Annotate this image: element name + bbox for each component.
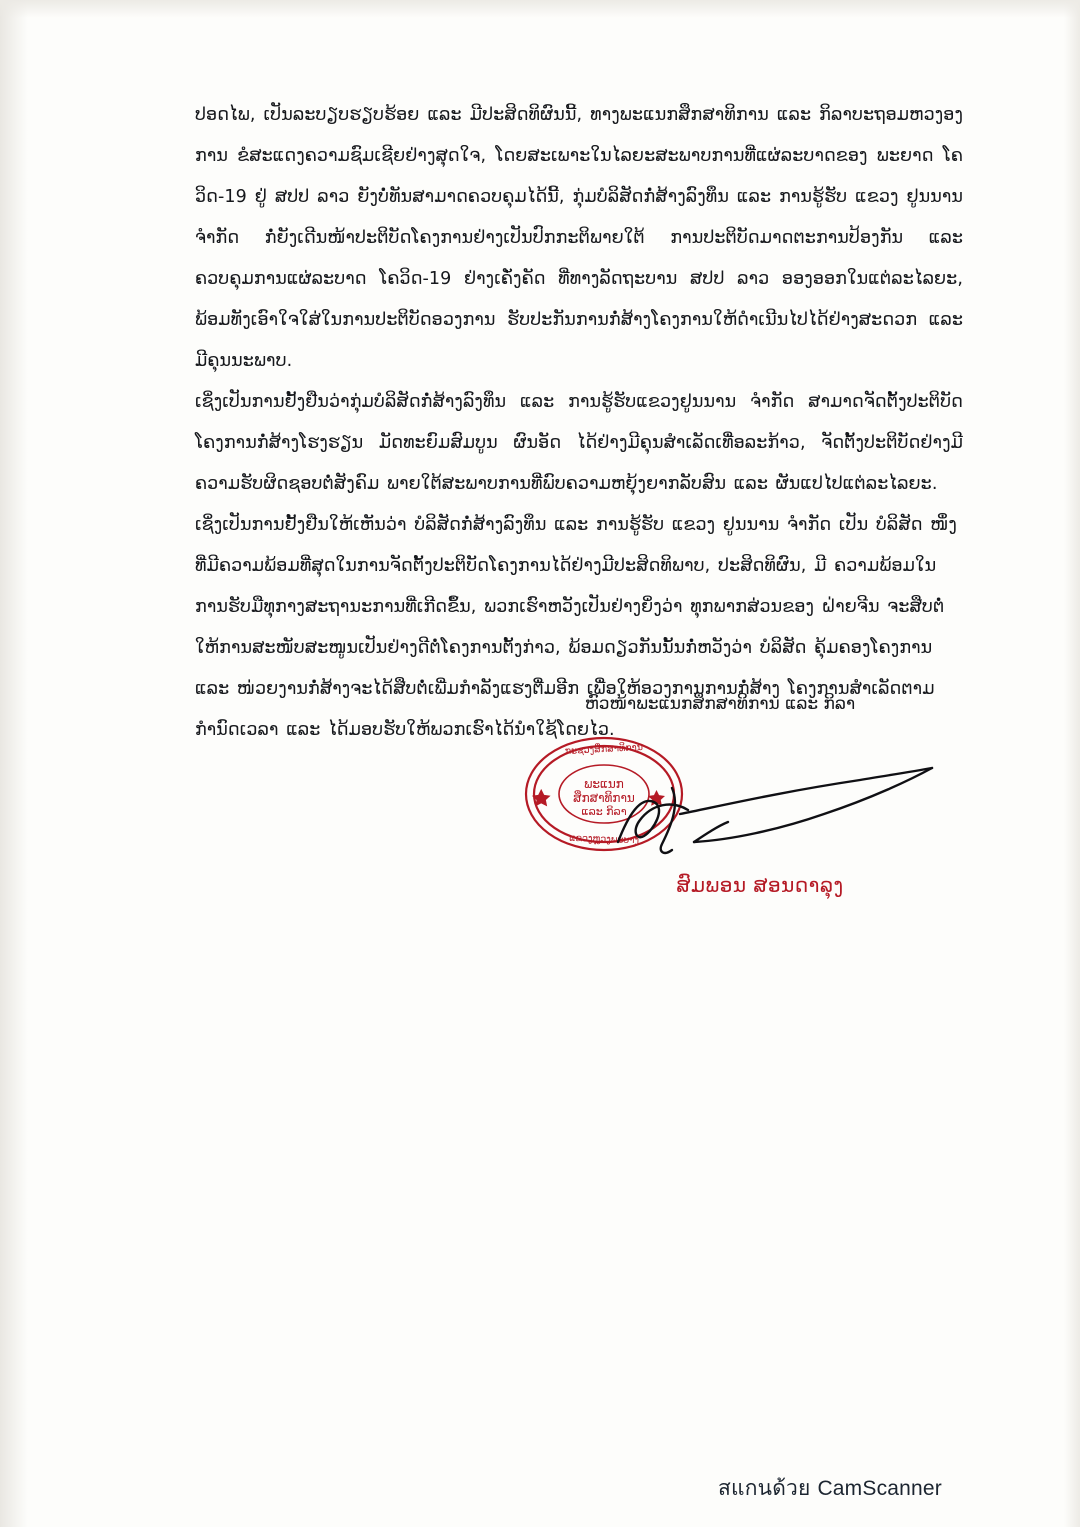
scanned-by-text: สแกนด้วย: [717, 1476, 811, 1500]
scan-shadow-right: [1064, 0, 1080, 1527]
letter-body: [195, 95, 963, 751]
stamp-and-signature-area: [480, 718, 960, 918]
svg-text:ແຂວງຫຼວງພະບາງ: ແຂວງຫຼວງພະບາງ: [568, 832, 640, 847]
paragraph-3: ເຊິ່ງເປັນການຢັ້ງຢືນໃຫ້ເຫັນວ່າ ບໍລິສັດກໍ່ສ້າງລົງທຶນ ແລະ ການຮູ້ຮັບ ແຂວງ ຢູນນານ ຈຳກັດ ເປັນ ບໍລິສັດ ໜຶ່ງທີ່ມີຄວາມພ້ອມທີ່ສຸດໃນການຈັດຕັ້ງປະຕິບັດໂຄງການໄດ້ຢ່າງມີປະສິດທິພາບ, ປະສິດທິຜົນ, ມີ ຄວາມພ້ອມໃນການຮັບມືທຸກາງສະຖານະການທີ່ເກີດຂຶ້ນ, ພວກເຮົາຫວັງເປັນຢ່າງຍິ່ງວ່າ ທຸກພາກສ່ວນຂອງ ຝ່າຍຈີນ ຈະສືບຕໍ່ໃຫ້ການສະໜັບສະໜູນເປັນຢ່າງດີຕໍ່ໂຄງການຕັ້ງກ່າວ, ພ້ອມດຽວກັນນັ້ນກໍ່ຫວັງວ່າ ບໍລິສັດ ຄຸ້ມຄອງໂຄງການ ແລະ ໜ່ວຍງານກໍ່ສ້າງຈະໄດ້ສືບຕໍ່ເພີ່ມກຳລັງແຮງຕື່ມອີກ ເພື່ອໃຫ້ອວງການການກໍ່ສ້າງ ໂຄງການສຳເລັດຕາມກຳນົດເວລາ ແລະ ໄດ້ມອບຮັບໃຫ້ພວກເຮົາໄດ້ນຳໃຊ້ໂດຍໄວ.: [195, 515, 957, 740]
scan-shadow-left: [0, 0, 28, 1527]
svg-text:ກະຊວງສຶກສາທິການ: ກະຊວງສຶກສາທິການ: [564, 741, 644, 758]
scan-shadow-top: [0, 0, 1080, 18]
svg-text:ສຶກສາທິການ: ສຶກສາທິການ: [573, 791, 635, 805]
camscanner-watermark: [718, 1472, 942, 1505]
signatory-title: ຫົວໜ້າພະແນກສຶກສາທິການ ແລະ ກິລາ: [584, 694, 856, 714]
paragraph-1: ປອດໄພ, ເປັນລະບຽບຮຽບຮ້ອຍ ແລະ ມີປະສິດທິຜົນນີ້, ທາງພະແນກສຶກສາທິການ ແລະ ກິລາບະຖອມຫວງອງການ ຂໍສະແດງຄວາມຊົມເຊີຍຢ່າງສຸດໃຈ, ໂດຍສະເພາະໃນໄລຍະສະພາບການທີ່ແຜ່ລະບາດຂອງ ພະຍາດ ໂຄວິດ-19 ຢູ່ ສປປ ລາວ ຍັງບໍ່ທັນສາມາດຄວບຄຸມໄດ້ນີ້, ກຸ່ມບໍລິສັດກໍ່ສ້າງລົງທຶນ ແລະ ການຮູ້ຮັບ ແຂວງ ຢູນນານ ຈຳກັດ ກໍ່ຍັງເດີນໜ້າປະຕິບັດໂຄງການຢ່າງເປັນປົກກະຕິພາຍໃຕ້ ການປະຕິບັດມາດຕະການປ້ອງກັນ ແລະ ຄວບຄຸມການແຜ່ລະບາດ ໂຄວິດ-19 ຢ່າງເຄັ່ງຄັດ ທີ່ທາງລັດຖະບານ ສປປ ລາວ ອອງອອກໃນແຕ່ລະໄລຍະ, ພ້ອມທັງເອົາໃຈໃສ່ໃນການປະຕິບັດອວງການ ຮັບປະກັນການກໍ່ສ້າງໂຄງການໃຫ້ດຳເນີນໄປໄດ້ຢ່າງສະດວກ ແລະ ມີຄຸນນະພາບ.: [195, 105, 963, 371]
signer-name: ສົມພອນ ສອນດາລຸງ: [676, 873, 844, 897]
handwritten-signature: [610, 758, 940, 878]
paragraph-2: ເຊິ່ງເປັນການຢັ້ງຢືນວ່າກຸ່ມບໍລິສັດກໍ່ສ້າງລົງທຶນ ແລະ ການຮູ້ຮັບແຂວງຢູນນານ ຈຳກັດ ສາມາດຈັດຕັ້ງປະຕິບັດໂຄງການກໍ່ສ້າງໂຮງຮຽນ ມັດທະຍົມສົມບູນ ຜົນອັດ ໄດ້ຢ່າງມີຄຸນສຳເລັດເທື່ອລະກ້າວ, ຈັດຕັ້ງປະຕິບັດຢ່າງມີຄວາມຮັບຜິດຊອບຕໍ່ສັງຄົມ ພາຍໃຕ້ສະພາບການທີ່ພົບຄວາມຫຍຸ້ງຍາກລັບສົນ ແລະ ຜັນແປໄປແຕ່ລະໄລຍະ.: [195, 392, 963, 494]
svg-text:ແລະ ກິລາ: ແລະ ກິລາ: [581, 805, 627, 818]
camscanner-brand: CamScanner: [817, 1477, 942, 1500]
signature-block: [480, 690, 960, 918]
svg-text:ພະແນກ: ພະແນກ: [584, 777, 624, 791]
